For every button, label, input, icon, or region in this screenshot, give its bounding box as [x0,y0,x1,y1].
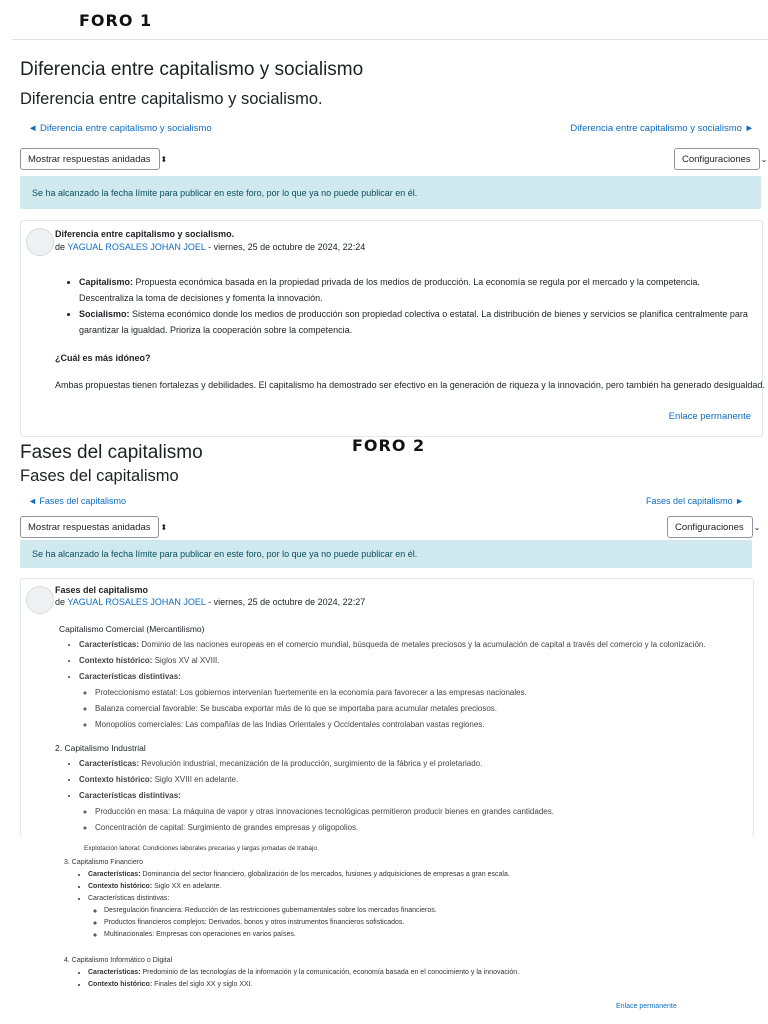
post-body [63,274,753,338]
list-item: • Contexto histórico: Siglos XV al XVIII. [79,653,743,669]
list-item: • Contexto histórico: Finales del siglo XX y siglo XXI. [88,979,734,991]
list-item: • Características: Dominio de las naciones europeas en el comercio mundial, búsqueda de metales preciosos y la acumulación de capital a través del comercio y la colonización. [79,637,743,653]
list-item: • Características: Revolución industrial, mecanización de la producción, surgimiento de la fábrica y el proletariado. [79,756,743,772]
foro1-label: FORO 1 [79,11,153,30]
list-item: • Características: Predominio de las tecnologías de la información y la comunicación, economía basada en el conocimiento y la innovación. [88,967,734,979]
chevron-down-icon: ⌄ [760,155,768,164]
section-body [63,756,743,836]
section-heading: 4. Capitalismo Informático o Digital [64,957,173,964]
deadline-alert [20,540,752,568]
forum-subtitle: Fases del capitalismo [20,467,179,485]
list-item: ◦ Multinacionales: Empresas con operaciones en varios países. [104,929,734,941]
forum-title: Diferencia entre capitalismo y socialismo [20,59,364,80]
list-item: ◦ Desregulación financiera: Reducción de las restricciones gubernamentales sobre los mercados financieros. [104,905,734,917]
list-item: ◦ Productos financieros complejos: Derivados, bonos y otros instrumentos financieros sofisticados. [104,917,734,929]
section-heading: 3. Capitalismo Financiero [64,859,143,866]
list-item: • Contexto histórico: Siglo XVIII en adelante. [79,772,743,788]
list-item: ◦ Concentración de capital: Surgimiento de grandes empresas y oligopolios. [95,820,743,836]
chevron-down-icon: ⌄ [753,523,761,532]
avatar [26,228,54,256]
post-byline: de YAGUAL ROSALES JOHAN JOEL - viernes, 25 de octubre de 2024, 22:27 [55,597,366,607]
list-item: ◦ Monopolios comerciales: Las compañías de las Indias Orientales y Occidentales controlaban vastas regiones. [95,717,743,733]
deadline-alert-text: Se ha alcanzado la fecha límite para publicar en este foro, por lo que ya no puede publicar en él. [32,187,418,198]
forum-post [20,578,754,837]
foro2-label: FORO 2 [352,436,426,455]
post-question: ¿Cuál es más idóneo? [55,353,151,363]
list-item: • Características distintivas: ◦ Desregulación financiera: Reducción de las restricciones gubernamentales sobre los mercados financieros. ◦ Productos financieros complejos: Derivados, bonos y otros instrumentos financieros sofisticados. ◦ Multinacionales: Empresas con operaciones en varios países. [88,893,734,941]
deadline-alert [20,176,761,209]
permalink-link[interactable]: Enlace permanente [668,411,751,422]
post-date: - viernes, 25 de octubre de 2024, 22:27 [208,597,366,607]
post-byline: de YAGUAL ROSALES JOHAN JOEL - viernes, 25 de octubre de 2024, 22:24 [55,242,366,252]
permalink-link[interactable]: Enlace permanente [616,1003,677,1010]
list-item: ◦ Balanza comercial favorable: Se buscaba exportar más de lo que se importaba para acumular metales preciosos. [95,701,743,717]
list-item: ◦ Producción en masa: La máquina de vapor y otras innovaciones tecnológicas permitieron producir bienes en grandes cantidades. [95,804,743,820]
settings-dropdown[interactable] [674,148,768,170]
list-item: • Características distintivas: ◦ Proteccionismo estatal: Los gobiernos intervenían fuertemente en la economía para favorecer a las empresas nacionales. ◦ Balanza comercial favorable: Se buscaba exportar más de lo que se importaba para acumular metales preciosos. ◦ Monopolios comerciales: Las compañías de las Indias Orientales y Occidentales controlaban vastas regiones. [79,669,743,733]
list-item: ◦ Proteccionismo estatal: Los gobiernos intervenían fuertemente en la economía para favorecer a las empresas nacionales. [95,685,743,701]
forum-post [20,220,763,437]
post-date: - viernes, 25 de octubre de 2024, 22:24 [208,242,366,252]
post-subject: Fases del capitalismo [55,585,149,595]
author-link[interactable]: YAGUAL ROSALES JOHAN JOEL [67,242,206,252]
list-item: Explotación laboral: Condiciones laborales precarias y largas jornadas de trabajo. [84,845,319,852]
display-mode-value: Mostrar respuestas anidadas [28,154,151,165]
settings-dropdown[interactable] [667,516,761,538]
display-mode-select[interactable] [20,148,168,170]
next-discussion-link[interactable]: Diferencia entre capitalismo y socialismo ► [570,123,754,134]
updown-caret-icon: ⬍ [160,155,168,164]
list-item: • Características: Dominancia del sector financiero, globalización de los mercados, fusiones y adquisiciones de empresas a gran escala. [88,869,734,881]
forum-subtitle: Diferencia entre capitalismo y socialismo. [20,90,323,108]
prev-discussion-link[interactable]: ◄ Fases del capitalismo [28,496,126,506]
prev-discussion-link[interactable]: ◄ Diferencia entre capitalismo y socialismo [28,123,212,134]
top-divider [12,39,768,40]
display-mode-value: Mostrar respuestas anidadas [28,522,151,533]
section-heading: 2. Capitalismo Industrial [55,743,146,753]
section-body [74,869,734,941]
section-body [74,967,734,991]
section-heading: Capitalismo Comercial (Mercantilismo) [59,624,205,634]
section-body [63,637,743,733]
list-item: • Características distintivas: ◦ Producción en masa: La máquina de vapor y otras innovaciones tecnológicas permitieron producir bienes en grandes cantidades. ◦ Concentración de capital: Surgimiento de grandes empresas y oligopolios. [79,788,743,836]
settings-label: Configuraciones [675,522,744,533]
post-subject: Diferencia entre capitalismo y socialismo. [55,229,235,239]
settings-label: Configuraciones [682,154,751,165]
list-item: • Contexto histórico: Siglo XX en adelante. [88,881,734,893]
post-conclusion: Ambas propuestas tienen fortalezas y debilidades. El capitalismo ha demostrado ser efectivo en la generación de riqueza y la innovación, pero también ha generado desigualdad. [55,380,765,390]
next-discussion-link[interactable]: Fases del capitalismo ► [646,496,744,506]
display-mode-select[interactable] [20,516,168,538]
list-item: • Socialismo: Sistema económico donde los medios de producción son propiedad colectiva o estatal. La distribución de bienes y servicios se planifica centralmente para garantizar la igualdad. Prioriza la cooperación sobre la competencia. [79,306,753,338]
avatar [26,586,54,614]
author-link[interactable]: YAGUAL ROSALES JOHAN JOEL [67,597,206,607]
forum-title: Fases del capitalismo [20,442,203,463]
deadline-alert-text: Se ha alcanzado la fecha límite para publicar en este foro, por lo que ya no puede publicar en él. [32,549,418,559]
updown-caret-icon: ⬍ [160,523,168,532]
list-item: • Capitalismo: Propuesta económica basada en la propiedad privada de los medios de producción. La economía se regula por el mercado y la competencia. Descentraliza la toma de decisiones y fomenta la innovación. [79,274,753,306]
